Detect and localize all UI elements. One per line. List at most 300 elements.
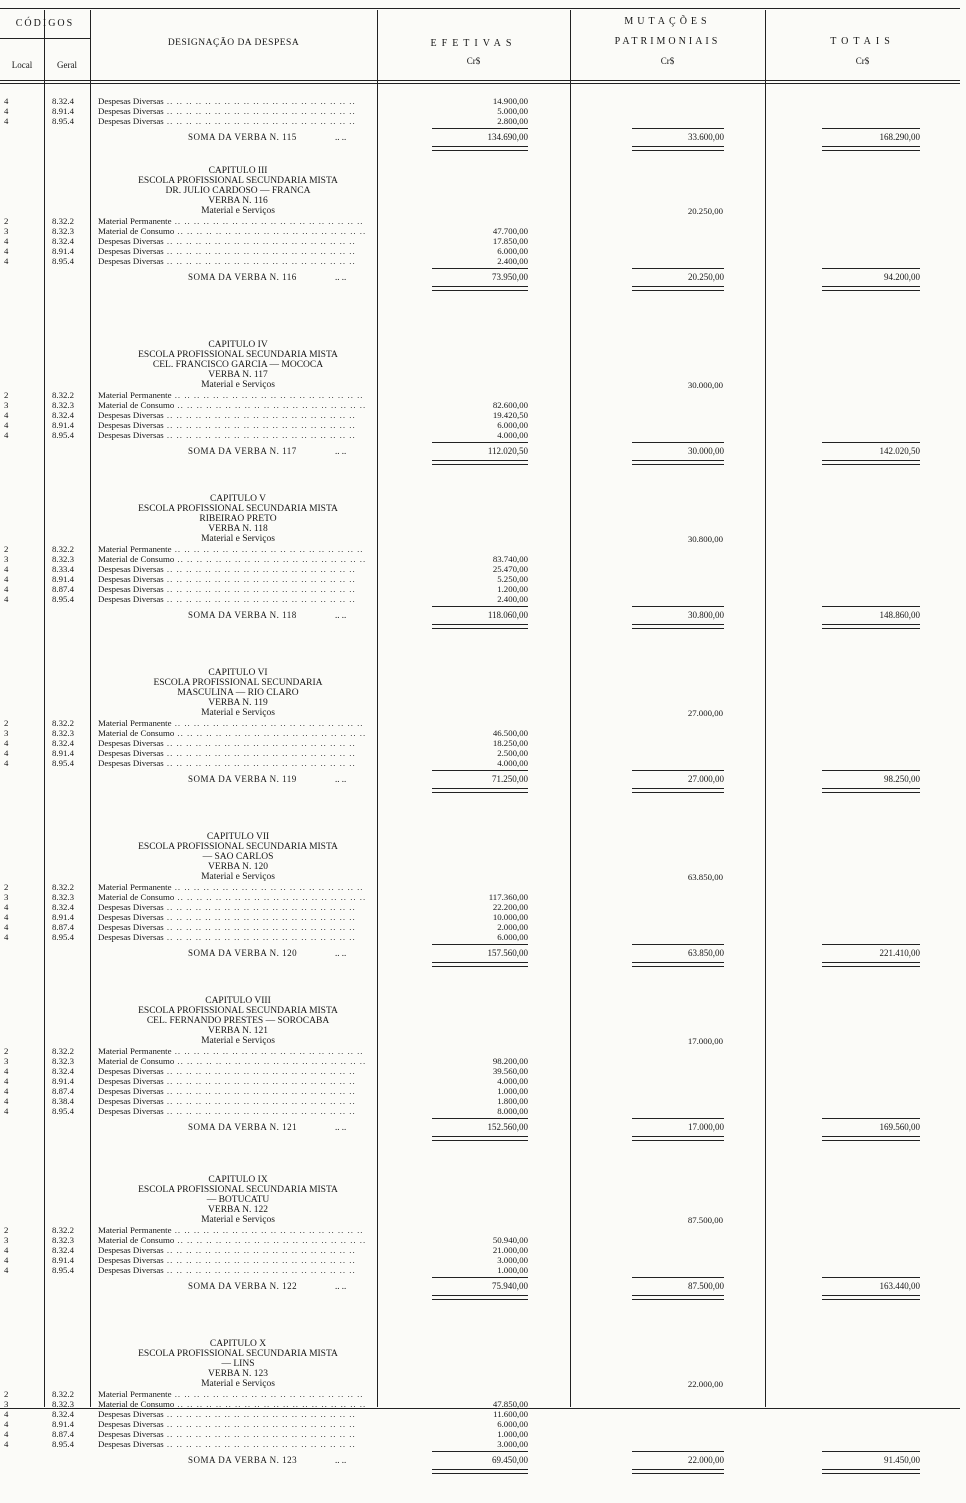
subtotal-rule bbox=[432, 606, 528, 607]
subtotal-rule bbox=[432, 1451, 528, 1452]
expense-description-text: Material Permanente bbox=[98, 1389, 172, 1399]
verba-section bbox=[0, 96, 966, 152]
geral-code: 8.32.3 bbox=[52, 1056, 74, 1066]
soma-row bbox=[0, 126, 966, 152]
efetivas-value: 6.000,00 bbox=[497, 1419, 528, 1429]
soma-efetivas: 152.560,00 bbox=[487, 1122, 528, 1132]
section-heading bbox=[0, 1175, 380, 1225]
geral-code: 8.32.3 bbox=[52, 1235, 74, 1245]
expense-description-text: Despesas Diversas bbox=[98, 902, 164, 912]
leader-dots: .. .. .. .. .. .. .. .. .. .. .. .. .. .. .. .. .. .. .. .. bbox=[163, 96, 356, 106]
local-code: 4 bbox=[4, 1419, 9, 1429]
expense-row bbox=[0, 932, 966, 942]
efetivas-value: 6.000,00 bbox=[497, 246, 528, 256]
heading-line: ESCOLA PROFISSIONAL SECUNDARIA MISTA bbox=[138, 1185, 338, 1195]
geral-code: 8.38.4 bbox=[52, 1096, 74, 1106]
heading-line: CEL. FRANCISCO GARCIA — MOCOCA bbox=[152, 360, 324, 370]
geral-code: 8.91.4 bbox=[52, 106, 74, 116]
expense-description-text: Despesas Diversas bbox=[98, 1066, 164, 1076]
expense-row bbox=[0, 728, 966, 738]
subtotal-rule bbox=[632, 770, 724, 771]
expense-row bbox=[0, 1235, 966, 1245]
heading-line: VERBA N. 117 bbox=[208, 370, 268, 380]
soma-efetivas: 73.950,00 bbox=[492, 272, 528, 282]
local-code: 4 bbox=[4, 738, 9, 748]
capitulo-title: CAPITULO X bbox=[209, 1339, 267, 1349]
expense-description-text: Despesas Diversas bbox=[98, 1086, 164, 1096]
heading-line: Material e Serviços bbox=[201, 1379, 275, 1389]
soma-mutacoes: 17.000,00 bbox=[688, 1122, 724, 1132]
soma-mutacoes: 87.500,00 bbox=[688, 1281, 724, 1291]
geral-code: 8.32.4 bbox=[52, 902, 74, 912]
soma-totais: 163.440,00 bbox=[879, 1281, 920, 1291]
total-double-rule bbox=[822, 460, 920, 465]
expense-row bbox=[0, 554, 966, 564]
soma-row bbox=[0, 942, 966, 968]
geral-code: 8.95.4 bbox=[52, 594, 74, 604]
local-code: 4 bbox=[4, 1106, 9, 1116]
local-code: 3 bbox=[4, 1399, 9, 1409]
leader-dots: .. .. .. .. .. .. .. .. .. .. .. .. .. .. .. .. .. .. .. .. bbox=[174, 728, 367, 738]
efetivas-value: 5.250,00 bbox=[497, 574, 528, 584]
efetivas-value: 1.000,00 bbox=[497, 1265, 528, 1275]
local-code: 4 bbox=[4, 1429, 9, 1439]
soma-totais: 91.450,00 bbox=[884, 1455, 920, 1465]
expense-description bbox=[98, 892, 370, 902]
mutacoes-value: 87.500,00 bbox=[687, 1215, 723, 1225]
soma-label: SOMA DA VERBA N. 120 bbox=[188, 948, 298, 958]
capitulo-title: CAPITULO III bbox=[208, 166, 268, 176]
soma-row bbox=[0, 604, 966, 630]
expense-description-text: Despesas Diversas bbox=[98, 922, 164, 932]
geral-code: 8.91.4 bbox=[52, 1419, 74, 1429]
soma-row bbox=[0, 1275, 966, 1301]
leader-dots: .. .. .. .. .. .. .. .. .. .. .. .. .. .. .. .. .. .. .. .. bbox=[163, 738, 356, 748]
local-code: 4 bbox=[4, 1409, 9, 1419]
total-double-rule bbox=[632, 460, 724, 465]
soma-dots: .. .. bbox=[335, 1122, 347, 1132]
efetivas-unit: Cr$ bbox=[466, 56, 481, 66]
heading-line: Material e Serviços bbox=[201, 872, 275, 882]
mutacoes-value: 63.850,00 bbox=[687, 872, 723, 882]
leader-dots: .. .. .. .. .. .. .. .. .. .. .. .. .. .. .. .. .. .. .. .. bbox=[163, 574, 356, 584]
capitulo-title: CAPITULO VI bbox=[208, 668, 268, 678]
soma-label: SOMA DA VERBA N. 119 bbox=[188, 774, 297, 784]
expense-description-text: Despesas Diversas bbox=[98, 96, 164, 106]
geral-heading: Geral bbox=[57, 60, 77, 70]
soma-totais: 94.200,00 bbox=[884, 272, 920, 282]
leader-dots: .. .. .. .. .. .. .. .. .. .. .. .. .. .. .. .. .. .. .. .. bbox=[174, 1235, 367, 1245]
local-code: 4 bbox=[4, 236, 9, 246]
geral-code: 8.95.4 bbox=[52, 1106, 74, 1116]
soma-row bbox=[0, 266, 966, 292]
soma-totais: 169.560,00 bbox=[879, 1122, 920, 1132]
expense-description bbox=[98, 544, 370, 554]
expense-description-text: Material Permanente bbox=[98, 718, 172, 728]
total-double-rule bbox=[632, 788, 724, 793]
soma-mutacoes: 27.000,00 bbox=[688, 774, 724, 784]
heading-line: VERBA N. 123 bbox=[208, 1369, 268, 1379]
expense-row bbox=[0, 1429, 966, 1439]
expense-description-text: Despesas Diversas bbox=[98, 584, 164, 594]
geral-code: 8.87.4 bbox=[52, 922, 74, 932]
subtotal-rule bbox=[632, 1277, 724, 1278]
local-code: 2 bbox=[4, 1389, 9, 1399]
expense-description-text: Despesas Diversas bbox=[98, 106, 164, 116]
capitulo-title: CAPITULO VII bbox=[206, 832, 270, 842]
soma-dots: .. .. bbox=[335, 1455, 347, 1465]
mutacoes-heading-2: PATRIMONIAIS bbox=[614, 36, 721, 47]
total-double-rule bbox=[822, 788, 920, 793]
leader-dots: .. .. .. .. .. .. .. .. .. .. .. .. .. .. .. .. .. .. .. .. bbox=[171, 718, 364, 728]
geral-code: 8.32.2 bbox=[52, 1225, 74, 1235]
local-code: 4 bbox=[4, 564, 9, 574]
efetivas-value: 21.000,00 bbox=[492, 1245, 528, 1255]
expense-description bbox=[98, 1399, 370, 1409]
expense-description-text: Material Permanente bbox=[98, 1046, 172, 1056]
subtotal-rule bbox=[432, 944, 528, 945]
local-code: 4 bbox=[4, 1096, 9, 1106]
efetivas-value: 3.000,00 bbox=[497, 1255, 528, 1265]
leader-dots: .. .. .. .. .. .. .. .. .. .. .. .. .. .. .. .. .. .. .. .. bbox=[163, 420, 356, 430]
total-double-rule bbox=[632, 1295, 724, 1300]
expense-description bbox=[98, 1409, 370, 1419]
efetivas-value: 17.850,00 bbox=[492, 236, 528, 246]
local-code: 4 bbox=[4, 912, 9, 922]
subtotal-rule bbox=[822, 770, 920, 771]
expense-row bbox=[0, 1409, 966, 1419]
leader-dots: .. .. .. .. .. .. .. .. .. .. .. .. .. .. .. .. .. .. .. .. bbox=[163, 1419, 356, 1429]
total-double-rule bbox=[632, 624, 724, 629]
leader-dots: .. .. .. .. .. .. .. .. .. .. .. .. .. .. .. .. .. .. .. .. bbox=[174, 892, 367, 902]
total-double-rule bbox=[432, 146, 528, 151]
soma-dots: .. .. bbox=[335, 272, 347, 282]
mutacoes-value: 22.000,00 bbox=[687, 1379, 723, 1389]
expense-row bbox=[0, 400, 966, 410]
expense-description bbox=[98, 96, 370, 106]
geral-code: 8.95.4 bbox=[52, 758, 74, 768]
efetivas-heading: EFETIVAS bbox=[430, 38, 517, 49]
subtotal-rule bbox=[632, 1451, 724, 1452]
heading-line: RIBEIRAO PRETO bbox=[199, 514, 277, 524]
local-code: 2 bbox=[4, 216, 9, 226]
soma-label: SOMA DA VERBA N. 116 bbox=[188, 272, 297, 282]
local-code: 4 bbox=[4, 96, 9, 106]
expense-row bbox=[0, 226, 966, 236]
heading-line: VERBA N. 116 bbox=[208, 196, 268, 206]
expense-description bbox=[98, 882, 370, 892]
expense-description-text: Material Permanente bbox=[98, 390, 172, 400]
local-code: 3 bbox=[4, 1056, 9, 1066]
geral-code: 8.32.4 bbox=[52, 1409, 74, 1419]
expense-description-text: Despesas Diversas bbox=[98, 748, 164, 758]
soma-label: SOMA DA VERBA N. 121 bbox=[188, 1122, 298, 1132]
efetivas-value: 6.000,00 bbox=[497, 420, 528, 430]
leader-dots: .. .. .. .. .. .. .. .. .. .. .. .. .. .. .. .. .. .. .. .. bbox=[163, 1439, 356, 1449]
heading-line: VERBA N. 118 bbox=[208, 524, 268, 534]
efetivas-value: 4.000,00 bbox=[497, 430, 528, 440]
expense-description bbox=[98, 116, 370, 126]
local-code: 4 bbox=[4, 922, 9, 932]
efetivas-value: 2.400,00 bbox=[497, 594, 528, 604]
efetivas-value: 19.420,50 bbox=[492, 410, 528, 420]
expense-description bbox=[98, 574, 370, 584]
expense-description-text: Despesas Diversas bbox=[98, 410, 164, 420]
expense-row bbox=[0, 902, 966, 912]
soma-row bbox=[0, 1449, 966, 1475]
soma-efetivas: 157.560,00 bbox=[487, 948, 528, 958]
soma-row bbox=[0, 768, 966, 794]
total-double-rule bbox=[632, 1136, 724, 1141]
expense-description-text: Despesas Diversas bbox=[98, 1096, 164, 1106]
geral-code: 8.95.4 bbox=[52, 256, 74, 266]
leader-dots: .. .. .. .. .. .. .. .. .. .. .. .. .. .. .. .. .. .. .. .. bbox=[174, 554, 367, 564]
soma-mutacoes: 33.600,00 bbox=[688, 132, 724, 142]
expense-description-text: Despesas Diversas bbox=[98, 932, 164, 942]
expense-row bbox=[0, 256, 966, 266]
total-double-rule bbox=[432, 962, 528, 967]
efetivas-value: 1.200,00 bbox=[497, 584, 528, 594]
expense-row bbox=[0, 574, 966, 584]
heading-line: — SAO CARLOS bbox=[202, 852, 274, 862]
soma-dots: .. .. bbox=[335, 610, 347, 620]
efetivas-value: 25.470,00 bbox=[492, 564, 528, 574]
geral-code: 8.32.4 bbox=[52, 1066, 74, 1076]
total-double-rule bbox=[432, 788, 528, 793]
local-code: 4 bbox=[4, 410, 9, 420]
subtotal-rule bbox=[822, 944, 920, 945]
expense-description-text: Material Permanente bbox=[98, 1225, 172, 1235]
leader-dots: .. .. .. .. .. .. .. .. .. .. .. .. .. .. .. .. .. .. .. .. bbox=[163, 564, 356, 574]
header-bottom-rule bbox=[0, 80, 960, 81]
expense-row bbox=[0, 912, 966, 922]
soma-dots: .. .. bbox=[335, 774, 347, 784]
expense-description-text: Despesas Diversas bbox=[98, 1409, 164, 1419]
soma-totais: 98.250,00 bbox=[884, 774, 920, 784]
efetivas-value: 1.000,00 bbox=[497, 1086, 528, 1096]
header-bottom-rule-2 bbox=[0, 83, 960, 84]
heading-line: ESCOLA PROFISSIONAL SECUNDARIA MISTA bbox=[138, 1349, 338, 1359]
total-double-rule bbox=[432, 1136, 528, 1141]
heading-line: DR. JULIO CARDOSO — FRANCA bbox=[165, 186, 311, 196]
total-double-rule bbox=[432, 624, 528, 629]
efetivas-value: 39.560,00 bbox=[492, 1066, 528, 1076]
local-code: 4 bbox=[4, 594, 9, 604]
local-code: 4 bbox=[4, 748, 9, 758]
expense-row bbox=[0, 758, 966, 768]
leader-dots: .. .. .. .. .. .. .. .. .. .. .. .. .. .. .. .. .. .. .. .. bbox=[171, 1225, 364, 1235]
local-code: 4 bbox=[4, 758, 9, 768]
total-double-rule bbox=[432, 1295, 528, 1300]
local-code: 4 bbox=[4, 1255, 9, 1265]
expense-description-text: Despesas Diversas bbox=[98, 594, 164, 604]
local-code: 4 bbox=[4, 902, 9, 912]
expense-description bbox=[98, 738, 370, 748]
verba-section bbox=[0, 996, 966, 1161]
efetivas-value: 3.000,00 bbox=[497, 1439, 528, 1449]
efetivas-value: 2.500,00 bbox=[497, 748, 528, 758]
leader-dots: .. .. .. .. .. .. .. .. .. .. .. .. .. .. .. .. .. .. .. .. bbox=[163, 758, 356, 768]
soma-mutacoes: 30.800,00 bbox=[688, 610, 724, 620]
soma-totais: 148.860,00 bbox=[879, 610, 920, 620]
expense-description-text: Despesas Diversas bbox=[98, 912, 164, 922]
geral-code: 8.91.4 bbox=[52, 574, 74, 584]
total-double-rule bbox=[632, 1469, 724, 1474]
expense-description-text: Material de Consumo bbox=[98, 554, 175, 564]
mutacoes-value: 27.000,00 bbox=[687, 708, 723, 718]
local-code: 3 bbox=[4, 554, 9, 564]
expense-row bbox=[0, 748, 966, 758]
expense-row bbox=[0, 1106, 966, 1116]
expense-description-text: Despesas Diversas bbox=[98, 1255, 164, 1265]
expense-description bbox=[98, 1066, 370, 1076]
expense-row bbox=[0, 1066, 966, 1076]
section-heading bbox=[0, 166, 380, 216]
mutacoes-heading-1: MUTAÇÕES bbox=[624, 16, 711, 27]
expense-description bbox=[98, 594, 370, 604]
geral-code: 8.91.4 bbox=[52, 1076, 74, 1086]
geral-code: 8.32.3 bbox=[52, 554, 74, 564]
capitulo-title: CAPITULO IV bbox=[208, 340, 268, 350]
expense-row bbox=[0, 1056, 966, 1066]
expense-description-text: Despesas Diversas bbox=[98, 246, 164, 256]
expense-row bbox=[0, 1245, 966, 1255]
expense-description bbox=[98, 1389, 370, 1399]
geral-code: 8.91.4 bbox=[52, 748, 74, 758]
local-code: 2 bbox=[4, 718, 9, 728]
leader-dots: .. .. .. .. .. .. .. .. .. .. .. .. .. .. .. .. .. .. .. .. bbox=[163, 1429, 356, 1439]
expense-description-text: Despesas Diversas bbox=[98, 420, 164, 430]
total-double-rule bbox=[822, 286, 920, 291]
soma-dots: .. .. bbox=[335, 1281, 347, 1291]
heading-line: VERBA N. 120 bbox=[208, 862, 268, 872]
verba-section bbox=[0, 1175, 966, 1325]
leader-dots: .. .. .. .. .. .. .. .. .. .. .. .. .. .. .. .. .. .. .. .. bbox=[163, 246, 356, 256]
geral-code: 8.32.3 bbox=[52, 400, 74, 410]
leader-dots: .. .. .. .. .. .. .. .. .. .. .. .. .. .. .. .. .. .. .. .. bbox=[163, 1086, 356, 1096]
efetivas-value: 4.000,00 bbox=[497, 758, 528, 768]
ledger-body bbox=[0, 96, 966, 1503]
verba-section bbox=[0, 166, 966, 326]
totais-unit: Cr$ bbox=[855, 56, 870, 66]
expense-row bbox=[0, 1076, 966, 1086]
expense-description-text: Material de Consumo bbox=[98, 1399, 175, 1409]
expense-description-text: Material de Consumo bbox=[98, 1235, 175, 1245]
subtotal-rule bbox=[432, 1118, 528, 1119]
leader-dots: .. .. .. .. .. .. .. .. .. .. .. .. .. .. .. .. .. .. .. .. bbox=[174, 1399, 367, 1409]
leader-dots: .. .. .. .. .. .. .. .. .. .. .. .. .. .. .. .. .. .. .. .. bbox=[163, 594, 356, 604]
expense-description bbox=[98, 226, 370, 236]
expense-description-text: Despesas Diversas bbox=[98, 430, 164, 440]
efetivas-value: 82.600,00 bbox=[492, 400, 528, 410]
expense-row bbox=[0, 892, 966, 902]
expense-description-text: Material de Consumo bbox=[98, 1056, 175, 1066]
expense-row bbox=[0, 236, 966, 246]
expense-row bbox=[0, 564, 966, 574]
local-code: 4 bbox=[4, 1076, 9, 1086]
header-top-rule bbox=[0, 8, 960, 9]
efetivas-value: 1.000,00 bbox=[497, 1429, 528, 1439]
leader-dots: .. .. .. .. .. .. .. .. .. .. .. .. .. .. .. .. .. .. .. .. bbox=[171, 544, 364, 554]
expense-description-text: Despesas Diversas bbox=[98, 1076, 164, 1086]
local-code: 2 bbox=[4, 882, 9, 892]
expense-row bbox=[0, 1096, 966, 1106]
efetivas-value: 11.600,00 bbox=[493, 1409, 528, 1419]
soma-efetivas: 75.940,00 bbox=[492, 1281, 528, 1291]
leader-dots: .. .. .. .. .. .. .. .. .. .. .. .. .. .. .. .. .. .. .. .. bbox=[171, 216, 364, 226]
expense-description-text: Despesas Diversas bbox=[98, 574, 164, 584]
expense-description-text: Despesas Diversas bbox=[98, 116, 164, 126]
local-code: 3 bbox=[4, 226, 9, 236]
geral-code: 8.32.4 bbox=[52, 236, 74, 246]
leader-dots: .. .. .. .. .. .. .. .. .. .. .. .. .. .. .. .. .. .. .. .. bbox=[171, 390, 364, 400]
heading-line: ESCOLA PROFISSIONAL SECUNDARIA MISTA bbox=[138, 842, 338, 852]
heading-line: Material e Serviços bbox=[201, 708, 275, 718]
expense-description bbox=[98, 1265, 370, 1275]
expense-description-text: Material de Consumo bbox=[98, 400, 175, 410]
geral-code: 8.32.3 bbox=[52, 1399, 74, 1409]
verba-section bbox=[0, 832, 966, 982]
efetivas-value: 8.000,00 bbox=[497, 1106, 528, 1116]
soma-efetivas: 112.020,50 bbox=[487, 446, 528, 456]
soma-efetivas: 134.690,00 bbox=[487, 132, 528, 142]
leader-dots: .. .. .. .. .. .. .. .. .. .. .. .. .. .. .. .. .. .. .. .. bbox=[171, 882, 364, 892]
soma-mutacoes: 63.850,00 bbox=[688, 948, 724, 958]
total-double-rule bbox=[632, 146, 724, 151]
leader-dots: .. .. .. .. .. .. .. .. .. .. .. .. .. .. .. .. .. .. .. .. bbox=[163, 236, 356, 246]
efetivas-value: 4.000,00 bbox=[497, 1076, 528, 1086]
efetivas-value: 47.700,00 bbox=[492, 226, 528, 236]
geral-code: 8.32.3 bbox=[52, 892, 74, 902]
geral-code: 8.87.4 bbox=[52, 1429, 74, 1439]
subtotal-rule bbox=[822, 1451, 920, 1452]
local-code: 4 bbox=[4, 1245, 9, 1255]
section-heading bbox=[0, 1339, 380, 1389]
heading-line: ESCOLA PROFISSIONAL SECUNDARIA MISTA bbox=[138, 176, 338, 186]
soma-totais: 168.290,00 bbox=[879, 132, 920, 142]
soma-efetivas: 118.060,00 bbox=[487, 610, 528, 620]
efetivas-value: 47.850,00 bbox=[492, 1399, 528, 1409]
expense-description-text: Despesas Diversas bbox=[98, 1419, 164, 1429]
efetivas-value: 2.000,00 bbox=[497, 922, 528, 932]
expense-description bbox=[98, 902, 370, 912]
subtotal-rule bbox=[632, 268, 724, 269]
expense-description-text: Despesas Diversas bbox=[98, 564, 164, 574]
geral-code: 8.32.2 bbox=[52, 544, 74, 554]
geral-code: 8.32.4 bbox=[52, 410, 74, 420]
heading-line: — LINS bbox=[221, 1359, 255, 1369]
expense-description-text: Material de Consumo bbox=[98, 226, 175, 236]
leader-dots: .. .. .. .. .. .. .. .. .. .. .. .. .. .. .. .. .. .. .. .. bbox=[163, 584, 356, 594]
expense-description-text: Material de Consumo bbox=[98, 892, 175, 902]
local-code: 4 bbox=[4, 116, 9, 126]
expense-description bbox=[98, 410, 370, 420]
expense-description bbox=[98, 1225, 370, 1235]
expense-description-text: Despesas Diversas bbox=[98, 1106, 164, 1116]
expense-description bbox=[98, 256, 370, 266]
leader-dots: .. .. .. .. .. .. .. .. .. .. .. .. .. .. .. .. .. .. .. .. bbox=[163, 430, 356, 440]
local-code: 2 bbox=[4, 1225, 9, 1235]
subtotal-rule bbox=[632, 1118, 724, 1119]
soma-mutacoes: 30.000,00 bbox=[688, 446, 724, 456]
leader-dots: .. .. .. .. .. .. .. .. .. .. .. .. .. .. .. .. .. .. .. .. bbox=[163, 410, 356, 420]
leader-dots: .. .. .. .. .. .. .. .. .. .. .. .. .. .. .. .. .. .. .. .. bbox=[171, 1389, 364, 1399]
expense-description bbox=[98, 932, 370, 942]
soma-efetivas: 71.250,00 bbox=[492, 774, 528, 784]
expense-description bbox=[98, 584, 370, 594]
subtotal-rule bbox=[432, 128, 528, 129]
leader-dots: .. .. .. .. .. .. .. .. .. .. .. .. .. .. .. .. .. .. .. .. bbox=[163, 106, 356, 116]
